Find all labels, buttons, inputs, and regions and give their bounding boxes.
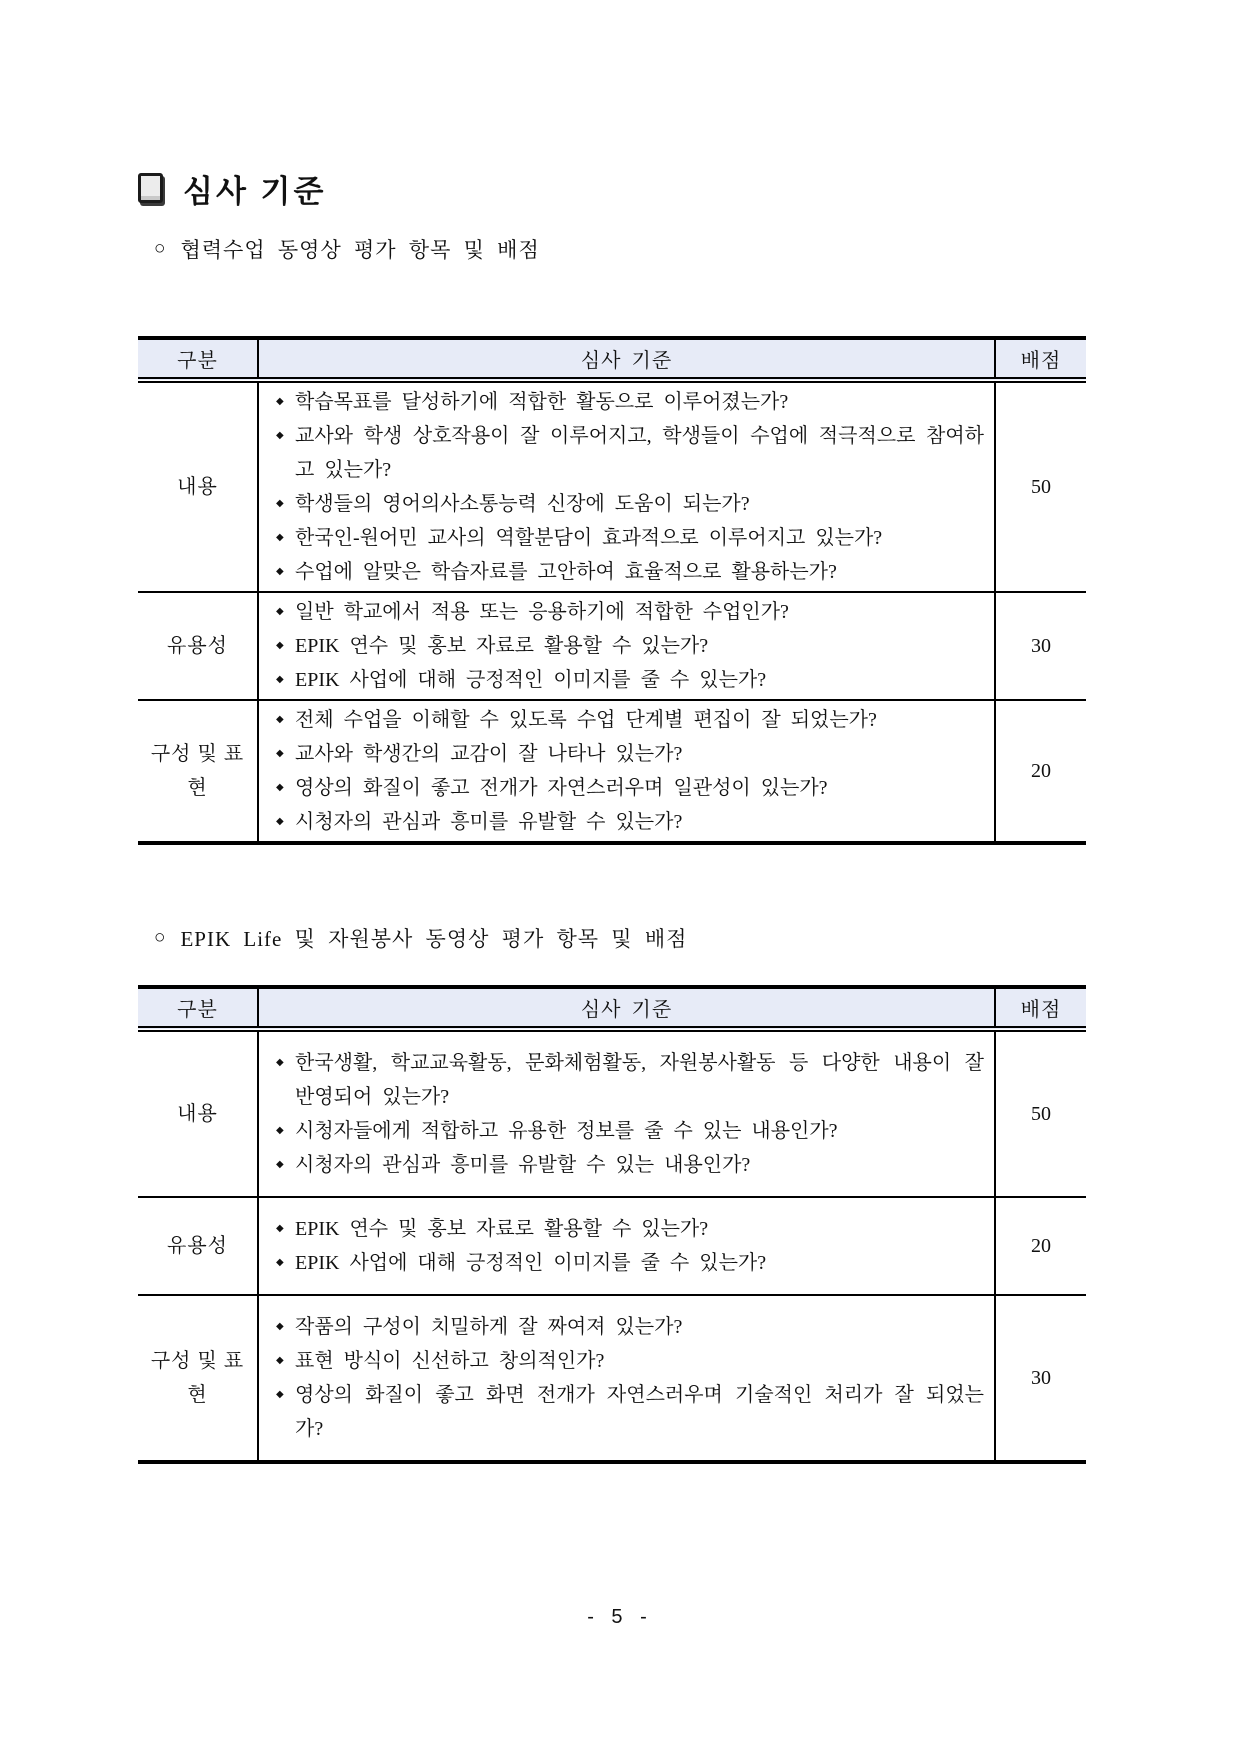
diamond-bullet-icon: ◆ (276, 1321, 284, 1332)
criterion-item (271, 595, 984, 629)
column-header-label: 심사 기준 (580, 350, 673, 372)
column-header-criteria (258, 338, 995, 380)
criterion-text: EPIK 연수 및 홍보 자료로 활용할 수 있는가? (295, 1218, 709, 1240)
diamond-bullet-icon: ◆ (276, 430, 284, 441)
criterion-item (271, 1310, 984, 1344)
criterion-text: 전체 수업을 이해할 수 있도록 수업 단계별 편집이 잘 되었는가? (295, 709, 877, 731)
diamond-bullet-icon: ◆ (276, 1223, 284, 1234)
criterion-text: 영상의 화질이 좋고 전개가 자연스러우며 일관성이 있는가? (295, 777, 828, 799)
criteria-list (271, 593, 984, 699)
criterion-text: 한국생활, 학교교육활동, 문화체험활동, 자원봉사활동 등 다양한 내용이 잘 반영되어 있는가? (295, 1052, 984, 1108)
table-row (138, 700, 1086, 843)
criteria-list (271, 1198, 984, 1294)
criterion-text: 학생들의 영어의사소통능력 신장에 도움이 되는가? (295, 493, 750, 515)
category-cell: 내용 (138, 380, 258, 592)
diamond-bullet-icon: ◆ (276, 640, 284, 651)
criteria-cell (258, 1029, 995, 1197)
category-cell: 구성 및 표현 (138, 700, 258, 843)
document-icon (138, 173, 163, 203)
criteria-list (271, 383, 984, 591)
document-title-row (138, 168, 1086, 208)
column-header-label: 배점 (1020, 999, 1062, 1021)
diamond-bullet-icon: ◆ (276, 782, 284, 793)
criterion-item (271, 1378, 984, 1446)
document-content (138, 168, 1086, 1464)
criterion-item (271, 703, 984, 737)
criteria-table (138, 985, 1086, 1464)
circle-bullet-icon: ○ (154, 238, 167, 259)
criterion-text: EPIK 사업에 대해 긍정적인 이미지를 줄 수 있는가? (295, 669, 767, 691)
section-heading-text: EPIK Life 및 자원봉사 동영상 평가 항목 및 배점 (180, 927, 688, 951)
diamond-bullet-icon: ◆ (276, 1125, 284, 1136)
criterion-item (271, 1046, 984, 1114)
criterion-item (271, 521, 984, 555)
diamond-bullet-icon: ◆ (276, 566, 284, 577)
section-heading (154, 923, 1086, 953)
column-header-label: 구분 (177, 999, 218, 1021)
diamond-bullet-icon: ◆ (276, 748, 284, 759)
criteria-table (138, 336, 1086, 845)
criterion-item (271, 663, 984, 697)
diamond-bullet-icon: ◆ (276, 532, 284, 543)
criterion-text: 표현 방식이 신선하고 창의적인가? (295, 1350, 605, 1372)
table-row (138, 1029, 1086, 1197)
criteria-cell (258, 700, 995, 843)
criterion-item (271, 629, 984, 663)
category-cell: 유용성 (138, 1197, 258, 1295)
criteria-cell (258, 592, 995, 700)
category-cell: 유용성 (138, 592, 258, 700)
section-heading (154, 234, 1086, 264)
diamond-bullet-icon: ◆ (276, 1355, 284, 1366)
criterion-text: 한국인-원어민 교사의 역할분담이 효과적으로 이루어지고 있는가? (295, 527, 883, 549)
criterion-item (271, 1114, 984, 1148)
criterion-text: 교사와 학생간의 교감이 잘 나타나 있는가? (295, 743, 683, 765)
criteria-cell (258, 1295, 995, 1462)
score-cell: 20 (995, 1197, 1086, 1295)
table-row (138, 1197, 1086, 1295)
table-header-row (138, 987, 1086, 1029)
score-cell: 50 (995, 380, 1086, 592)
criterion-text: 수업에 알맞은 학습자료를 고안하여 효율적으로 활용하는가? (295, 561, 837, 583)
diamond-bullet-icon: ◆ (276, 396, 284, 407)
category-cell: 내용 (138, 1029, 258, 1197)
criteria-list (271, 1296, 984, 1460)
page-number: - 5 - (587, 1606, 653, 1628)
criterion-item (271, 419, 984, 487)
evaluation-section (138, 234, 1086, 845)
column-header-category (138, 987, 258, 1029)
page-title: 심사 기준 (183, 173, 327, 209)
criterion-text: 일반 학교에서 적용 또는 응용하기에 적합한 수업인가? (295, 601, 789, 623)
criterion-item (271, 1246, 984, 1280)
column-header-score (995, 338, 1086, 380)
column-header-criteria (258, 987, 995, 1029)
criterion-text: 학습목표를 달성하기에 적합한 활동으로 이루어졌는가? (295, 391, 789, 413)
table-row (138, 1295, 1086, 1462)
section-heading-text: 협력수업 동영상 평가 항목 및 배점 (180, 238, 540, 262)
category-cell: 구성 및 표현 (138, 1295, 258, 1462)
table-row (138, 380, 1086, 592)
criterion-text: 교사와 학생 상호작용이 잘 이루어지고, 학생들이 수업에 적극적으로 참여하고 있는가? (295, 425, 984, 481)
column-header-label: 심사 기준 (580, 999, 673, 1021)
criterion-item (271, 771, 984, 805)
criterion-text: 영상의 화질이 좋고 화면 전개가 자연스러우며 기술적인 처리가 잘 되었는가? (295, 1384, 984, 1440)
diamond-bullet-icon: ◆ (276, 498, 284, 509)
diamond-bullet-icon: ◆ (276, 674, 284, 685)
table-header-row (138, 338, 1086, 380)
column-header-category (138, 338, 258, 380)
column-header-label: 구분 (177, 350, 218, 372)
diamond-bullet-icon: ◆ (276, 1159, 284, 1170)
diamond-bullet-icon: ◆ (276, 1257, 284, 1268)
criterion-item (271, 555, 984, 589)
criteria-cell (258, 380, 995, 592)
criterion-item (271, 487, 984, 521)
criteria-list (271, 1032, 984, 1196)
column-header-label: 배점 (1020, 350, 1062, 372)
criterion-item (271, 385, 984, 419)
sections-container (138, 234, 1086, 1464)
criteria-list (271, 701, 984, 841)
criterion-text: EPIK 연수 및 홍보 자료로 활용할 수 있는가? (295, 635, 709, 657)
circle-bullet-icon: ○ (154, 927, 167, 948)
criterion-item (271, 1344, 984, 1378)
score-cell: 30 (995, 592, 1086, 700)
criterion-text: 시청자의 관심과 흥미를 유발할 수 있는가? (295, 811, 683, 833)
score-cell: 30 (995, 1295, 1086, 1462)
criterion-item (271, 737, 984, 771)
diamond-bullet-icon: ◆ (276, 714, 284, 725)
diamond-bullet-icon: ◆ (276, 816, 284, 827)
criterion-item (271, 1148, 984, 1182)
diamond-bullet-icon: ◆ (276, 606, 284, 617)
criterion-text: 시청자의 관심과 흥미를 유발할 수 있는 내용인가? (295, 1154, 751, 1176)
score-cell: 50 (995, 1029, 1086, 1197)
criterion-item (271, 805, 984, 839)
score-cell: 20 (995, 700, 1086, 843)
criterion-text: EPIK 사업에 대해 긍정적인 이미지를 줄 수 있는가? (295, 1252, 767, 1274)
criterion-item (271, 1212, 984, 1246)
criteria-cell (258, 1197, 995, 1295)
diamond-bullet-icon: ◆ (276, 1389, 284, 1400)
criterion-text: 시청자들에게 적합하고 유용한 정보를 줄 수 있는 내용인가? (295, 1120, 838, 1142)
table-row (138, 592, 1086, 700)
evaluation-section (138, 923, 1086, 1464)
column-header-score (995, 987, 1086, 1029)
diamond-bullet-icon: ◆ (276, 1057, 284, 1068)
criterion-text: 작품의 구성이 치밀하게 잘 짜여져 있는가? (295, 1316, 683, 1338)
